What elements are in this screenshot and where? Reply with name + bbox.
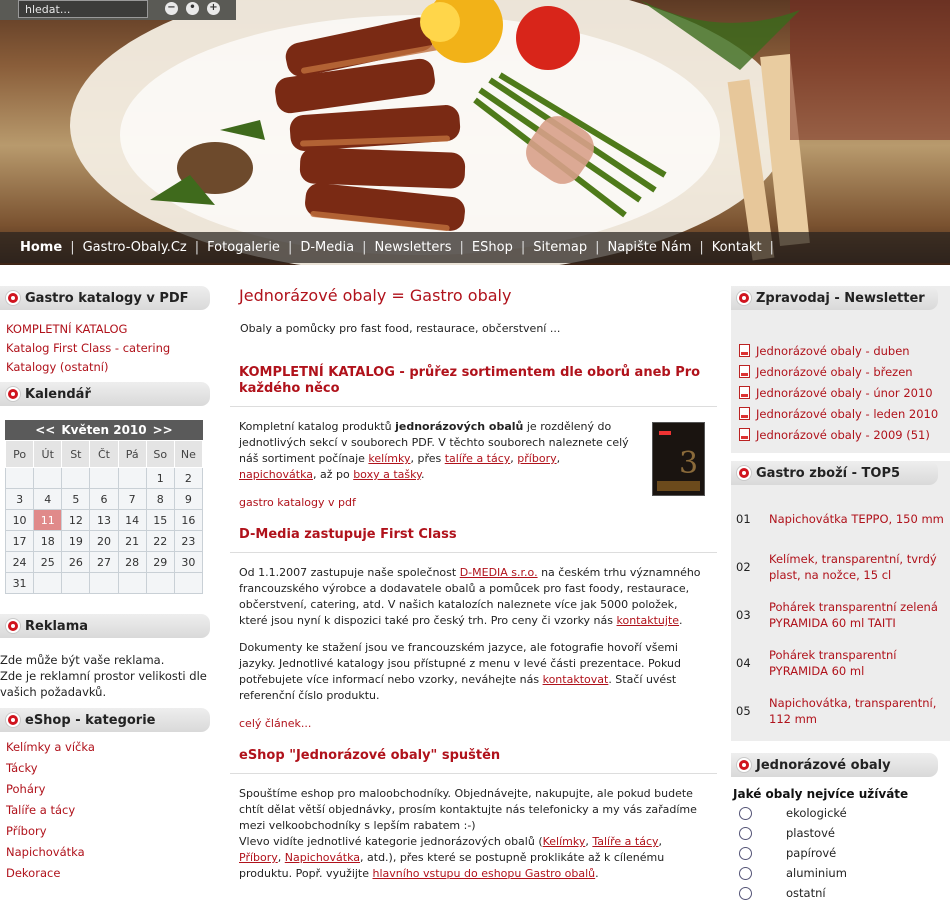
- food-photo: [0, 0, 950, 265]
- top5-product-cell: [769, 591, 950, 639]
- nav-link-5[interactable]: EShop: [471, 240, 513, 255]
- link-eshop-main[interactable]: hlavního vstupu do eshopu Gastro obalů: [372, 867, 596, 880]
- calendar-empty-cell: [118, 573, 146, 594]
- newsletter-link[interactable]: Jednorázové obaly - 2009 (51): [756, 427, 930, 442]
- pdf-icon: [739, 428, 750, 441]
- catalogs-title: Gastro katalogy v PDF: [25, 290, 189, 306]
- nav-separator: |: [459, 240, 464, 255]
- bullet-icon: [6, 713, 20, 727]
- weekday-header: Pá: [118, 441, 146, 468]
- calendar-day[interactable]: 29: [146, 552, 174, 573]
- top5-box: [731, 461, 950, 741]
- calendar-day[interactable]: 6: [90, 489, 118, 510]
- nav-separator: |: [699, 240, 704, 255]
- nav-separator: |: [70, 240, 75, 255]
- nav-link-3[interactable]: D-Media: [300, 240, 355, 255]
- increase-font-icon[interactable]: +: [207, 2, 220, 15]
- poll-option: [731, 883, 950, 903]
- page-title: Jednorázové obaly = Gastro obaly: [239, 286, 512, 305]
- eshop-category-link[interactable]: Talíře a tácy: [6, 803, 76, 817]
- link-eshop-pribory[interactable]: Příbory: [239, 851, 278, 864]
- article-title-dmedia[interactable]: D-Media zastupuje First Class: [239, 527, 457, 542]
- calendar-day[interactable]: 18: [34, 531, 62, 552]
- ads-box-header: [0, 614, 210, 638]
- top5-rank: 01: [736, 512, 751, 526]
- ads-line-1: Zde může být vaše reklama.: [0, 653, 165, 667]
- search-input[interactable]: [18, 0, 148, 18]
- article-dmedia-text-2: Dokumenty ke stažení jsou ve francouzském jazyce, ale fotografie hovoří všemi jazyky. Jednotlivé katalogy jsou přístupné z menu v levé části prezentace. Pokud potřebujete více informací nebo vzorky, neváhejte nás kontaktovat. Stačí uvést referenční číslo produktu.: [239, 641, 681, 702]
- calendar-week: [6, 468, 203, 489]
- eshop-title: eShop - kategorie: [25, 712, 156, 728]
- eshop-box-header: [0, 708, 210, 732]
- article-title-eshop[interactable]: eShop "Jednorázové obaly" spuštěn: [239, 748, 501, 763]
- eshop-category-link[interactable]: Tácky: [6, 761, 38, 775]
- nav-link-1[interactable]: Gastro-Obaly.Cz: [82, 240, 187, 255]
- eshop-category-link[interactable]: Dekorace: [6, 866, 61, 880]
- poll-option: [731, 863, 950, 883]
- catalog-link[interactable]: Katalogy (ostatní): [6, 360, 109, 374]
- left-sidebar: [0, 286, 210, 884]
- search-bar: [0, 0, 236, 20]
- calendar-day[interactable]: 10: [6, 510, 34, 531]
- poll-title: Jednorázové obaly: [756, 757, 891, 773]
- bullet-icon: [737, 291, 751, 305]
- catalog-cover-image[interactable]: [652, 422, 705, 496]
- poll-radio[interactable]: [739, 827, 752, 840]
- nav-item: [77, 240, 202, 255]
- list-item: [739, 403, 950, 424]
- calendar-day[interactable]: 26: [62, 552, 90, 573]
- calendar-empty-cell: [62, 468, 90, 489]
- nav-separator: |: [287, 240, 293, 255]
- calendar-week: [6, 573, 203, 594]
- poll-option: [731, 823, 950, 843]
- calendar-day[interactable]: 8: [146, 489, 174, 510]
- bullet-icon: [737, 466, 751, 480]
- weekday-header: Út: [34, 441, 62, 468]
- calendar-month-header: [5, 420, 203, 440]
- poll-options: [731, 801, 950, 903]
- main-content: [230, 286, 717, 882]
- list-item: [6, 320, 210, 339]
- list-item: [739, 424, 950, 445]
- nav-link-2[interactable]: Fotogalerie: [207, 240, 280, 255]
- link-pribory[interactable]: příbory: [517, 452, 557, 465]
- eshop-category-link[interactable]: Kelímky a víčka: [6, 740, 95, 754]
- link-boxy[interactable]: boxy a tašky: [353, 468, 422, 481]
- poll-option-label: ostatní: [786, 886, 826, 900]
- more-link-catalogs[interactable]: gastro katalogy v pdf: [239, 496, 356, 509]
- calendar-month: Květen 2010: [61, 423, 147, 437]
- nav-link-0[interactable]: Home: [20, 240, 63, 255]
- calendar-day[interactable]: 11: [34, 510, 62, 531]
- calendar-box-header: [0, 382, 210, 406]
- calendar-empty-cell: [6, 468, 34, 489]
- calendar-empty-cell: [118, 468, 146, 489]
- pdf-icon: [739, 407, 750, 420]
- calendar-day[interactable]: 28: [118, 552, 146, 573]
- calendar-day[interactable]: 20: [90, 531, 118, 552]
- list-item: [6, 339, 210, 358]
- nav-item: [294, 240, 368, 255]
- poll-question: Jaké obaly nejvíce užíváte: [733, 787, 909, 801]
- calendar-day[interactable]: 21: [118, 531, 146, 552]
- calendar-title: Kalendář: [25, 386, 91, 402]
- calendar-empty-cell: [90, 573, 118, 594]
- calendar-empty-cell: [62, 573, 90, 594]
- catalogs-box-header: [0, 286, 210, 310]
- link-kontaktovat[interactable]: kontaktovat: [542, 673, 609, 686]
- ads-line-2: Zde je reklamní prostor velikosti dle vašich požadavků.: [0, 669, 207, 699]
- intro-text: Obaly a pomůcky pro fast food, restaurace, občerstvení ...: [240, 322, 561, 335]
- weekday-header: Po: [6, 441, 34, 468]
- newsletter-link[interactable]: Jednorázové obaly - duben: [756, 343, 910, 358]
- nav-separator: |: [520, 240, 526, 255]
- calendar-empty-cell: [34, 468, 62, 489]
- eshop-category-link[interactable]: Napichovátka: [6, 845, 85, 859]
- link-napichovatka[interactable]: napichovátka: [239, 468, 313, 481]
- nav-link-4[interactable]: Newsletters: [374, 240, 452, 255]
- divider: [230, 773, 717, 774]
- header-banner: [0, 0, 950, 265]
- nav-separator: |: [769, 240, 774, 255]
- calendar-week: [6, 531, 203, 552]
- top5-product-link[interactable]: Napichovátka, transparentní, 112 mm: [769, 696, 937, 726]
- bullet-icon: [6, 291, 20, 305]
- top5-list: [731, 495, 950, 735]
- calendar-day[interactable]: 9: [174, 489, 202, 510]
- article-dmedia-text-1: Od 1.1.2007 zastupuje naše společnost D-MEDIA s.r.o. na českém trhu významného francouzského výrobce a dodavatele obalů a pomůcek pro fast foody, restaurace, občerstvení, catering, atd. V našich katalozích naleznete více jak 5000 položek, které jsou nyní k dispozici také pro český trh. Pro ceny či vzorky nás kontaktujte.: [239, 566, 701, 627]
- more-link-article[interactable]: celý článek...: [239, 717, 312, 730]
- top5-title: Gastro zboží - TOP5: [756, 465, 901, 481]
- table-row: [731, 639, 950, 687]
- top5-rank: 04: [736, 656, 751, 670]
- top5-rank: 03: [736, 608, 751, 622]
- top5-box-header: [731, 461, 938, 485]
- calendar-day[interactable]: 14: [118, 510, 146, 531]
- eshop-category-link[interactable]: Příbory: [6, 824, 47, 838]
- poll-option-label: papírové: [786, 846, 837, 860]
- calendar-day[interactable]: 27: [90, 552, 118, 573]
- list-item: [6, 800, 210, 821]
- poll-option-label: plastové: [786, 826, 835, 840]
- poll-option: [731, 803, 950, 823]
- newsletter-link[interactable]: Jednorázové obaly - březen: [756, 364, 913, 379]
- article-catalog-text: Kompletní katalog produktů jednorázových obalů je rozdělený do jednotlivých sekcí v souborech PDF. V těchto souborech naleznete celý náš sortiment počínaje kelímky, přes talíře a tácy, příbory, napichovátka, až po boxy a tašky.: [239, 420, 629, 481]
- decrease-font-icon[interactable]: −: [165, 2, 178, 15]
- list-item: [6, 779, 210, 800]
- link-kelimky[interactable]: kelímky: [368, 452, 411, 465]
- calendar-prev-link[interactable]: <<: [35, 423, 56, 437]
- newsletter-box: [731, 286, 950, 453]
- nav-link-8[interactable]: Kontakt: [711, 240, 762, 255]
- article-title-catalog[interactable]: KOMPLETNÍ KATALOG - průřez sortimentem dle oborů aneb Pro každého něco: [239, 365, 701, 396]
- poll-box-header: [731, 753, 938, 777]
- list-item: [739, 382, 950, 403]
- divider: [230, 406, 717, 407]
- calendar-day[interactable]: 2: [174, 468, 202, 489]
- link-kontaktujte[interactable]: kontaktujte: [616, 614, 680, 627]
- calendar-day[interactable]: 17: [6, 531, 34, 552]
- ads-title: Reklama: [25, 618, 89, 634]
- newsletter-box-header: [731, 286, 938, 310]
- list-item: [6, 758, 210, 779]
- article-eshop-text-1: Spouštíme eshop pro maloobchodníky. Objednávejte, nakupujte, ale pokud budete chtít dělat větší objednávky, prosím kontaktujte nás telefonicky a my vás zařadíme mezi velkoobchodníky s lepším rabatem :-): [239, 787, 697, 832]
- bullet-icon: [6, 387, 20, 401]
- top5-product-link[interactable]: Kelímek, transparentní, tvrdý plast, na nožce, 15 cl: [769, 552, 937, 582]
- top5-product-link[interactable]: Pohárek transparentní PYRAMIDA 60 ml: [769, 648, 897, 678]
- list-item: [6, 842, 210, 863]
- bullet-icon: [6, 619, 20, 633]
- top5-product-link[interactable]: Pohárek transparentní zelená PYRAMIDA 60 ml TAITI: [769, 600, 938, 630]
- poll-radio[interactable]: [739, 847, 752, 860]
- weekday-header: So: [146, 441, 174, 468]
- nav-separator: |: [595, 240, 600, 255]
- main-navigation: [0, 232, 950, 263]
- list-item: [739, 361, 950, 382]
- table-row: [731, 591, 950, 639]
- table-row: [731, 543, 950, 591]
- poll-radio[interactable]: [739, 867, 752, 880]
- calendar-day[interactable]: 30: [174, 552, 202, 573]
- nav-link-7[interactable]: Napište Nám: [607, 240, 692, 255]
- eshop-category-link[interactable]: Poháry: [6, 782, 46, 796]
- calendar-week: [6, 489, 203, 510]
- poll-option: [731, 843, 950, 863]
- list-item: [6, 737, 210, 758]
- calendar-day[interactable]: 23: [174, 531, 202, 552]
- newsletter-title: Zpravodaj - Newsletter: [756, 290, 925, 306]
- top5-product-cell: [769, 543, 950, 591]
- calendar-day[interactable]: 25: [34, 552, 62, 573]
- catalog-link[interactable]: KOMPLETNÍ KATALOG: [6, 322, 128, 336]
- calendar-week: [6, 510, 203, 531]
- nav-item: [368, 240, 465, 255]
- nav-item: [14, 240, 77, 255]
- nav-item: [527, 240, 601, 255]
- pdf-icon: [739, 386, 750, 399]
- article-eshop-text-2: Vlevo vidíte jednotlivé kategorie jednorázových obalů (Kelímky, Talíře a tácy, Příbory, Napichovátka, atd.), přes které se postupně proklikáte až k cílenému produktu. Popř. využijte hlavního vstupu do eshopu Gastro obalů.: [239, 835, 665, 880]
- calendar-day[interactable]: 7: [118, 489, 146, 510]
- poll-radio[interactable]: [739, 807, 752, 820]
- catalog-link[interactable]: Katalog First Class - catering: [6, 341, 171, 355]
- weekday-header: St: [62, 441, 90, 468]
- calendar-day[interactable]: 19: [62, 531, 90, 552]
- calendar-day[interactable]: 13: [90, 510, 118, 531]
- list-item: [739, 340, 950, 361]
- poll-option-label: aluminium: [786, 866, 847, 880]
- calendar-empty-cell: [34, 573, 62, 594]
- calendar-week: [6, 552, 203, 573]
- table-row: [731, 495, 950, 543]
- nav-separator: |: [194, 240, 200, 255]
- nav-separator: |: [362, 240, 367, 255]
- divider: [230, 552, 717, 553]
- top5-rank: 02: [736, 560, 751, 574]
- list-item: [6, 863, 210, 884]
- calendar-day[interactable]: 4: [34, 489, 62, 510]
- newsletter-link[interactable]: Jednorázové obaly - únor 2010: [756, 385, 933, 400]
- link-talire[interactable]: talíře a tácy: [444, 452, 511, 465]
- pdf-icon: [739, 344, 750, 357]
- calendar-day[interactable]: 15: [146, 510, 174, 531]
- top5-product-cell: [769, 687, 950, 735]
- calendar-next-link[interactable]: >>: [152, 423, 173, 437]
- nav-item: [601, 240, 705, 255]
- calendar-day[interactable]: 16: [174, 510, 202, 531]
- calendar-day[interactable]: 1: [146, 468, 174, 489]
- calendar-day[interactable]: 5: [62, 489, 90, 510]
- bullet-icon: [737, 758, 751, 772]
- nav-item: [466, 240, 527, 255]
- newsletter-link[interactable]: Jednorázové obaly - leden 2010: [756, 406, 939, 421]
- reset-font-icon[interactable]: •: [186, 2, 199, 15]
- calendar-grid: [5, 440, 203, 594]
- calendar-day[interactable]: 22: [146, 531, 174, 552]
- calendar-day[interactable]: 24: [6, 552, 34, 573]
- calendar-empty-cell: [146, 573, 174, 594]
- top5-product-cell: [769, 639, 950, 687]
- calendar-empty-cell: [174, 573, 202, 594]
- top5-product-link[interactable]: Napichovátka TEPPO, 150 mm: [769, 512, 944, 526]
- svg-text:3: 3: [679, 446, 699, 481]
- nav-link-6[interactable]: Sitemap: [533, 240, 588, 255]
- nav-item: [201, 240, 294, 255]
- link-eshop-talire[interactable]: Talíře a tácy: [592, 835, 659, 848]
- poll-option-label: ekologické: [786, 806, 847, 820]
- calendar-day[interactable]: 3: [6, 489, 34, 510]
- table-row: [731, 687, 950, 735]
- list-item: [6, 821, 210, 842]
- eshop-category-list: [0, 732, 210, 884]
- poll-radio[interactable]: [739, 887, 752, 900]
- nav-item: [706, 240, 776, 255]
- link-eshop-kelimky[interactable]: Kelímky: [542, 835, 586, 848]
- poll-box: [731, 753, 950, 903]
- calendar-day[interactable]: 12: [62, 510, 90, 531]
- top5-product-cell: [769, 495, 950, 543]
- calendar-day[interactable]: 31: [6, 573, 34, 594]
- weekday-header: Ne: [174, 441, 202, 468]
- link-dmedia[interactable]: D-MEDIA s.r.o.: [459, 566, 538, 579]
- pdf-icon: [739, 365, 750, 378]
- calendar-empty-cell: [90, 468, 118, 489]
- weekday-header: Čt: [90, 441, 118, 468]
- catalog-list: [0, 310, 210, 377]
- list-item: [6, 358, 210, 377]
- right-sidebar: [731, 286, 950, 903]
- link-eshop-napichovatka[interactable]: Napichovátka: [284, 851, 361, 864]
- top5-rank: 05: [736, 704, 751, 718]
